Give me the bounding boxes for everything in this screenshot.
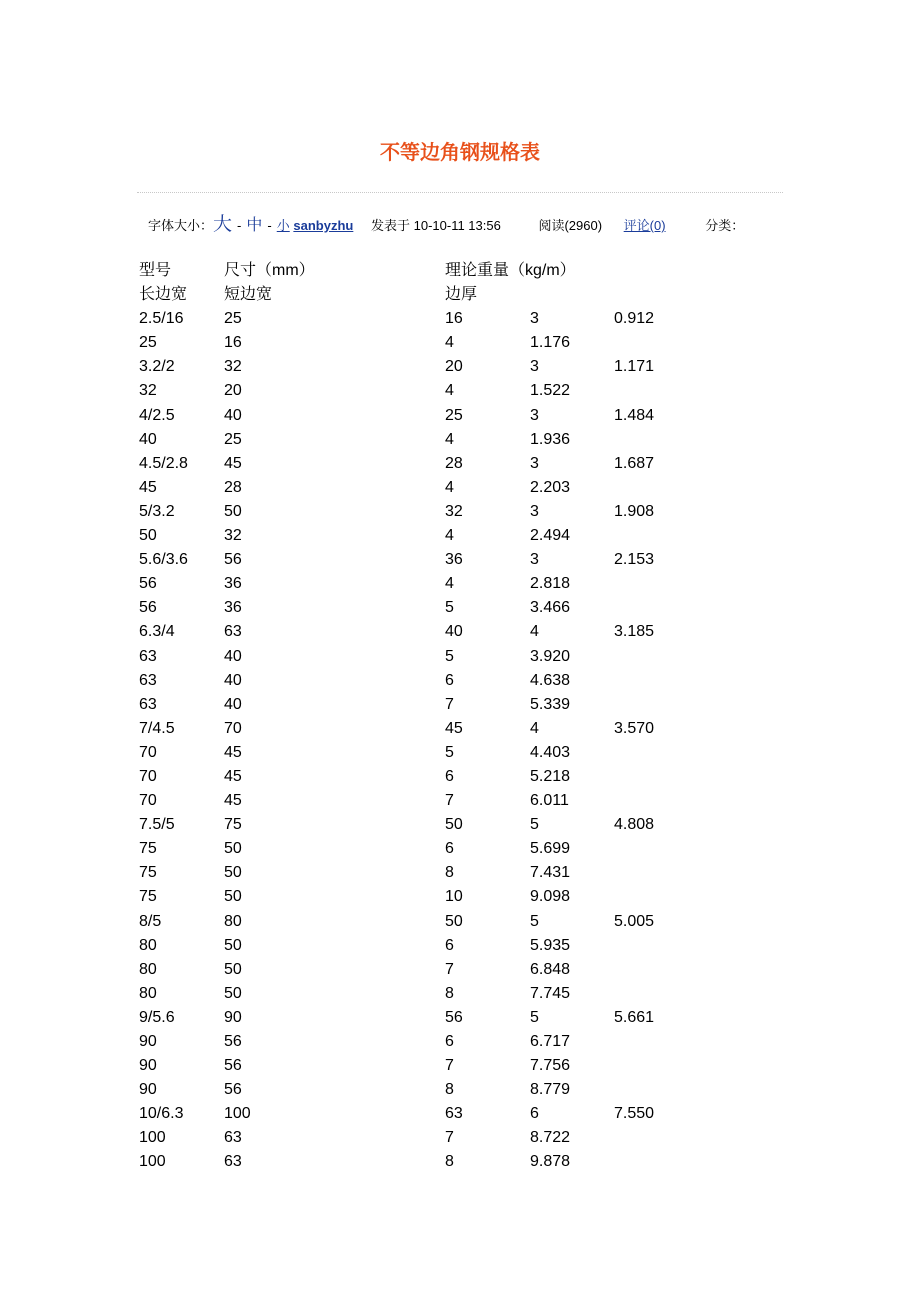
cell-long-side: 25	[224, 430, 242, 448]
cell-thickness: 3	[530, 358, 539, 376]
cell-model: 70	[139, 767, 157, 785]
cell-model: 50	[139, 527, 157, 545]
cell-long-side: 16	[224, 334, 242, 352]
category-label: 分类：	[705, 218, 745, 233]
cell-short-side: 10	[445, 888, 463, 906]
cell-model: 56	[139, 599, 157, 617]
cell-model: 90	[139, 1033, 157, 1050]
cell-short-side: 7	[445, 1057, 454, 1075]
cell-long-side: 28	[224, 478, 242, 496]
cell-short-side: 6	[445, 671, 454, 689]
cell-weight: 1.484	[614, 406, 655, 424]
cell-thickness: 5	[530, 912, 539, 930]
cell-short-side: 28	[445, 454, 463, 472]
cell-long-side: 63	[224, 1153, 242, 1171]
cell-thickness: 5.339	[530, 695, 571, 713]
cell-weight: 4.808	[614, 816, 655, 834]
cell-short-side: 4	[445, 430, 454, 448]
cell-weight: 1.687	[614, 454, 655, 472]
cell-long-side: 20	[224, 382, 242, 400]
cell-model: 7.5/5	[139, 816, 175, 834]
cell-thickness: 1.936	[530, 430, 571, 448]
cell-long-side: 45	[224, 454, 242, 472]
cell-long-side: 63	[224, 623, 242, 641]
cell-thickness: 6.717	[530, 1033, 571, 1050]
cell-thickness: 7.756	[530, 1057, 571, 1075]
cell-long-side: 40	[224, 647, 242, 665]
cell-long-side: 45	[224, 743, 242, 761]
cell-model: 80	[139, 960, 157, 978]
post-meta-bar	[148, 210, 744, 240]
cell-short-side: 6	[445, 936, 454, 954]
cell-long-side: 63	[224, 1129, 242, 1147]
cell-long-side: 80	[224, 912, 242, 930]
cell-model: 90	[139, 1081, 157, 1099]
cell-long-side: 32	[224, 358, 242, 376]
cell-thickness: 3.920	[530, 647, 571, 665]
cell-thickness: 3	[530, 502, 539, 520]
cell-short-side: 56	[445, 1008, 463, 1026]
cell-model: 75	[139, 864, 157, 882]
cell-long-side: 50	[224, 936, 242, 954]
cell-thickness: 1.176	[530, 334, 571, 352]
cell-thickness: 3	[530, 310, 539, 328]
cell-thickness: 9.098	[530, 888, 571, 906]
cell-short-side: 4	[445, 382, 454, 400]
cell-thickness: 3.466	[530, 599, 571, 617]
cell-model: 100	[139, 1153, 166, 1171]
cell-thickness: 1.522	[530, 382, 571, 400]
cell-long-side: 40	[224, 406, 242, 424]
header-thickness: 边厚	[445, 286, 478, 304]
cell-short-side: 7	[445, 1129, 454, 1147]
page-title: 不等边角钢规格表	[380, 142, 540, 164]
cell-thickness: 4.638	[530, 671, 571, 689]
cell-thickness: 7.431	[530, 864, 571, 882]
cell-long-side: 50	[224, 888, 242, 906]
posted-time: 10-10-11 13:56	[413, 218, 501, 233]
read-count: 阅读(2960)	[538, 218, 603, 233]
font-size-small-link[interactable]: 小	[276, 218, 290, 233]
cell-model: 7/4.5	[139, 719, 175, 737]
header-size: 尺寸（mm）	[224, 262, 315, 279]
cell-short-side: 5	[445, 743, 454, 761]
cell-model: 45	[139, 478, 157, 496]
cell-long-side: 45	[224, 792, 242, 810]
cell-weight: 5.661	[614, 1008, 655, 1026]
header-short-side: 短边宽	[224, 286, 273, 304]
cell-short-side: 7	[445, 695, 454, 713]
cell-thickness: 5.935	[530, 936, 571, 954]
cell-long-side: 90	[224, 1008, 242, 1026]
cell-model: 9/5.6	[139, 1008, 175, 1026]
cell-thickness: 4	[530, 719, 539, 737]
cell-short-side: 8	[445, 984, 454, 1002]
cell-long-side: 50	[224, 502, 242, 520]
font-size-separator: -	[267, 218, 272, 233]
cell-short-side: 7	[445, 792, 454, 810]
cell-long-side: 70	[224, 719, 242, 737]
cell-short-side: 4	[445, 527, 454, 545]
cell-model: 100	[139, 1129, 166, 1147]
cell-short-side: 5	[445, 647, 454, 665]
cell-thickness: 5	[530, 1008, 539, 1026]
cell-weight: 2.153	[614, 551, 655, 569]
cell-long-side: 50	[224, 984, 242, 1002]
cell-long-side: 32	[224, 527, 242, 545]
cell-model: 4.5/2.8	[139, 454, 188, 472]
cell-model: 5.6/3.6	[139, 551, 188, 569]
cell-long-side: 56	[224, 1081, 242, 1099]
cell-weight: 5.005	[614, 912, 655, 930]
header-long-side: 长边宽	[139, 286, 188, 304]
cell-short-side: 36	[445, 551, 463, 569]
cell-long-side: 56	[224, 1057, 242, 1075]
cell-long-side: 45	[224, 767, 242, 785]
cell-short-side: 32	[445, 502, 463, 520]
cell-thickness: 9.878	[530, 1153, 571, 1171]
cell-model: 5/3.2	[139, 502, 175, 520]
cell-thickness: 6.848	[530, 960, 571, 978]
header-model: 型号	[139, 262, 172, 279]
cell-model: 70	[139, 792, 157, 810]
cell-long-side: 50	[224, 960, 242, 978]
cell-model: 80	[139, 984, 157, 1002]
cell-model: 75	[139, 888, 157, 906]
cell-short-side: 16	[445, 310, 463, 328]
cell-thickness: 4	[530, 623, 539, 641]
cell-long-side: 75	[224, 816, 242, 834]
posted-label: 发表于	[370, 218, 410, 233]
cell-long-side: 56	[224, 1033, 242, 1050]
cell-short-side: 50	[445, 816, 463, 834]
cell-long-side: 56	[224, 551, 242, 569]
cell-model: 90	[139, 1057, 157, 1075]
comments-link[interactable]: 评论(0)	[623, 218, 666, 233]
cell-model: 70	[139, 743, 157, 761]
cell-thickness: 5	[530, 816, 539, 834]
cell-short-side: 8	[445, 1081, 454, 1099]
cell-weight: 1.908	[614, 502, 655, 520]
cell-short-side: 40	[445, 623, 463, 641]
cell-model: 40	[139, 430, 157, 448]
cell-thickness: 5.699	[530, 840, 571, 858]
cell-model: 6.3/4	[139, 623, 175, 641]
cell-weight: 0.912	[614, 310, 655, 328]
cell-short-side: 6	[445, 840, 454, 858]
cell-thickness: 6.011	[530, 792, 569, 810]
cell-model: 25	[139, 334, 157, 352]
font-size-large-link[interactable]: 大	[213, 214, 233, 235]
cell-thickness: 7.745	[530, 984, 571, 1002]
cell-long-side: 40	[224, 695, 242, 713]
cell-thickness: 2.494	[530, 527, 571, 545]
cell-thickness: 3	[530, 406, 539, 424]
cell-model: 3.2/2	[139, 358, 175, 376]
cell-thickness: 6	[530, 1105, 539, 1123]
cell-model: 75	[139, 840, 157, 858]
cell-thickness: 2.203	[530, 478, 571, 496]
cell-thickness: 3	[530, 551, 539, 569]
cell-long-side: 100	[224, 1105, 251, 1123]
cell-thickness: 4.403	[530, 743, 571, 761]
cell-thickness: 3	[530, 454, 539, 472]
cell-short-side: 8	[445, 1153, 454, 1171]
title-divider	[137, 192, 783, 193]
cell-thickness: 5.218	[530, 767, 571, 785]
cell-model: 63	[139, 671, 157, 689]
font-size-label: 字体大小：	[148, 218, 214, 233]
cell-long-side: 25	[224, 310, 242, 328]
cell-model: 56	[139, 575, 157, 593]
cell-model: 2.5/16	[139, 310, 184, 328]
cell-thickness: 8.722	[530, 1129, 571, 1147]
cell-long-side: 40	[224, 671, 242, 689]
cell-thickness: 2.818	[530, 575, 571, 593]
cell-weight: 3.570	[614, 719, 655, 737]
cell-short-side: 50	[445, 912, 463, 930]
cell-long-side: 36	[224, 599, 242, 617]
cell-short-side: 25	[445, 406, 463, 424]
cell-short-side: 4	[445, 478, 454, 496]
font-size-separator: -	[237, 218, 242, 233]
cell-weight: 3.185	[614, 623, 655, 641]
cell-long-side: 36	[224, 575, 242, 593]
cell-short-side: 5	[445, 599, 454, 617]
font-size-medium-link[interactable]: 中	[246, 217, 263, 234]
cell-short-side: 4	[445, 575, 454, 593]
cell-short-side: 63	[445, 1105, 463, 1123]
cell-short-side: 6	[445, 1033, 454, 1050]
cell-long-side: 50	[224, 840, 242, 858]
cell-thickness: 8.779	[530, 1081, 571, 1099]
cell-model: 80	[139, 936, 157, 954]
cell-model: 63	[139, 647, 157, 665]
cell-weight: 1.171	[614, 358, 655, 376]
cell-long-side: 50	[224, 864, 242, 882]
cell-short-side: 6	[445, 767, 454, 785]
cell-short-side: 4	[445, 334, 454, 352]
cell-model: 4/2.5	[139, 406, 175, 424]
cell-short-side: 7	[445, 960, 454, 978]
cell-model: 32	[139, 382, 157, 400]
cell-model: 8/5	[139, 912, 162, 930]
header-weight: 理论重量（kg/m）	[445, 262, 576, 279]
cell-model: 10/6.3	[139, 1105, 184, 1123]
cell-short-side: 20	[445, 358, 463, 376]
cell-short-side: 8	[445, 864, 454, 882]
cell-model: 63	[139, 695, 157, 713]
cell-weight: 7.550	[614, 1105, 655, 1123]
cell-short-side: 45	[445, 719, 463, 737]
author-link[interactable]: sanbyzhu	[293, 218, 354, 233]
